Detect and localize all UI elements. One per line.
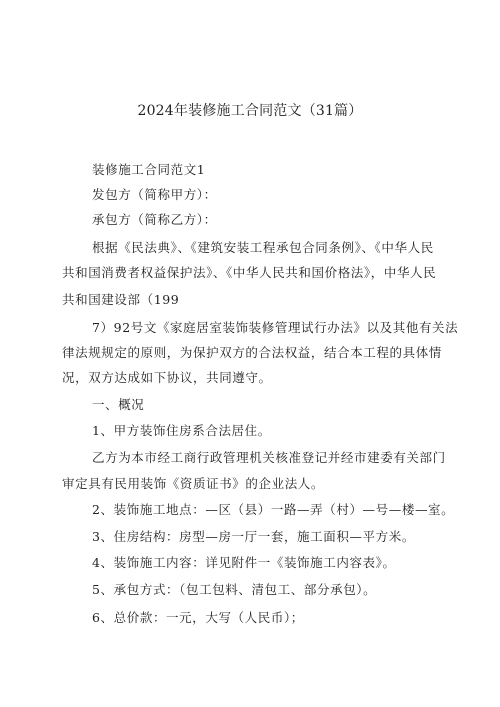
paragraph-line: 1、甲方装饰住房系合法居住。 bbox=[92, 423, 271, 438]
paragraph-line: 5、承包方式：（包工包料、清包工、部分承包）。 bbox=[92, 582, 377, 597]
paragraph-line: 律法规规定的原则，为保护双方的合法权益，结合本工程的具体情 bbox=[62, 345, 442, 360]
paragraph-line: 根据《民法典》、《建筑安装工程承包合同条例》、《中华人民 bbox=[92, 240, 434, 255]
paragraph-line: 审定具有民用装饰《资质证书》的企业法人。 bbox=[62, 476, 325, 491]
paragraph-line: 2、装饰施工地点：—区（县）一路—弄（村）—号—楼—室。 bbox=[92, 502, 455, 517]
paragraph-line: 发包方（简称甲方）： bbox=[92, 187, 217, 202]
section-heading: 一、概况 bbox=[92, 397, 145, 412]
paragraph-line: 共和国消费者权益保护法》、《中华人民共和国价格法》，中华人民 bbox=[62, 265, 437, 280]
paragraph-line: 4、装饰施工内容：详见附件一《装饰施工内容表》。 bbox=[92, 555, 396, 570]
paragraph-line: 况，双方达成如下协议，共同遵守。 bbox=[62, 370, 272, 385]
paragraph-line: 7）92号文《家庭居室装饰装修管理试行办法》以及其他有关法 bbox=[92, 320, 459, 335]
paragraph-line: 3、住房结构：房型—房一厅一套，施工面积—平方米。 bbox=[92, 529, 415, 544]
paragraph-line: 承包方（简称乙方）： bbox=[92, 212, 217, 227]
document-title: 2024年装修施工合同范文（31篇） bbox=[137, 103, 363, 119]
paragraph-line: 装修施工合同范文1 bbox=[92, 162, 206, 177]
paragraph-line: 6、总价款：一元，大写（人民币）； bbox=[92, 610, 304, 625]
paragraph-line: 乙方为本市经工商行政管理机关核准登记并经市建委有关部门 bbox=[92, 450, 446, 465]
paragraph-line: 共和国建设部（199 bbox=[62, 292, 180, 307]
